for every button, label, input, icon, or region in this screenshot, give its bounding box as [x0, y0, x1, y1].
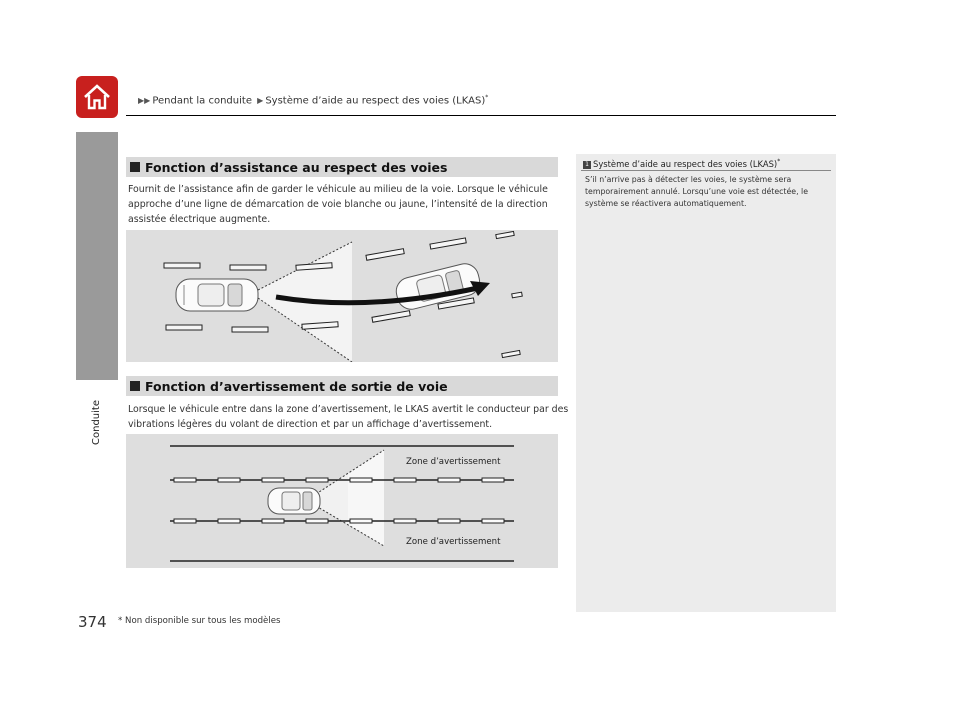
- asterisk-mark: *: [777, 158, 781, 165]
- departure-warning-diagram: [126, 434, 558, 568]
- section-title-text: Fonction d’avertissement de sortie de voie: [145, 378, 448, 394]
- section1-paragraph: [128, 182, 558, 227]
- note-text-line: système se réactivera automatiquement.: [585, 199, 747, 208]
- side-tab-label: Conduite: [91, 400, 102, 445]
- note-body: [585, 174, 825, 210]
- note-divider: [581, 170, 831, 171]
- breadcrumb-item-driving[interactable]: Pendant la conduite: [152, 95, 252, 107]
- vehicle-center: [268, 488, 320, 514]
- text-line: assistée électrique augmente.: [128, 214, 271, 225]
- zone-label-bottom: Zone d’avertissement: [406, 537, 501, 547]
- vehicle-left: [176, 279, 258, 311]
- section-title-lane-keeping: [126, 157, 558, 177]
- note-title-text: Système d’aide au respect des voies (LKAS): [593, 158, 778, 169]
- bullet-square-icon: [130, 162, 140, 172]
- reference-number-icon: 1: [583, 161, 591, 169]
- text-line: Fournit de l’assistance afin de garder le véhicule au milieu de la voie. Lorsque le véhicule: [128, 184, 548, 195]
- breadcrumb: [136, 94, 488, 106]
- section-title-text: Fonction d’assistance au respect des voies: [145, 159, 448, 175]
- note-title: [583, 158, 780, 169]
- home-icon: [82, 83, 112, 111]
- departure-warning-illustration: [126, 434, 558, 568]
- text-line: approche d’une ligne de démarcation de voie blanche ou jaune, l’intensité de la direction: [128, 199, 548, 210]
- lane-assist-illustration: [126, 230, 558, 362]
- note-text-line: S’il n’arrive pas à détecter les voies, le système sera: [585, 175, 792, 184]
- home-button[interactable]: [76, 76, 118, 118]
- bullet-square-icon: [130, 381, 140, 391]
- page-number: 374: [78, 613, 107, 631]
- chevron-right-icon: ▶▶: [138, 96, 151, 106]
- header-divider: [126, 115, 836, 116]
- text-line: Lorsque le véhicule entre dans la zone d’avertissement, le LKAS avertit le conducteur par des: [128, 404, 569, 415]
- zone-label-top: Zone d’avertissement: [406, 457, 501, 467]
- text-line: vibrations légères du volant de direction et par un affichage d’avertissement.: [128, 419, 493, 430]
- breadcrumb-item-lkas[interactable]: Système d’aide au respect des voies (LKAS): [265, 95, 486, 107]
- side-tab-active[interactable]: [76, 318, 118, 380]
- asterisk-mark: *: [485, 94, 489, 101]
- section-title-lane-departure: [126, 376, 558, 396]
- side-tab-upper: [76, 132, 118, 318]
- footnote: * Non disponible sur tous les modèles: [118, 616, 281, 626]
- section2-paragraph: [128, 402, 569, 432]
- side-notes-panel: [576, 154, 836, 612]
- note-text-line: temporairement annulé. Lorsqu’une voie est détectée, le: [585, 187, 808, 196]
- lane-assist-diagram: [126, 230, 558, 362]
- chevron-right-icon: ▶: [257, 96, 264, 106]
